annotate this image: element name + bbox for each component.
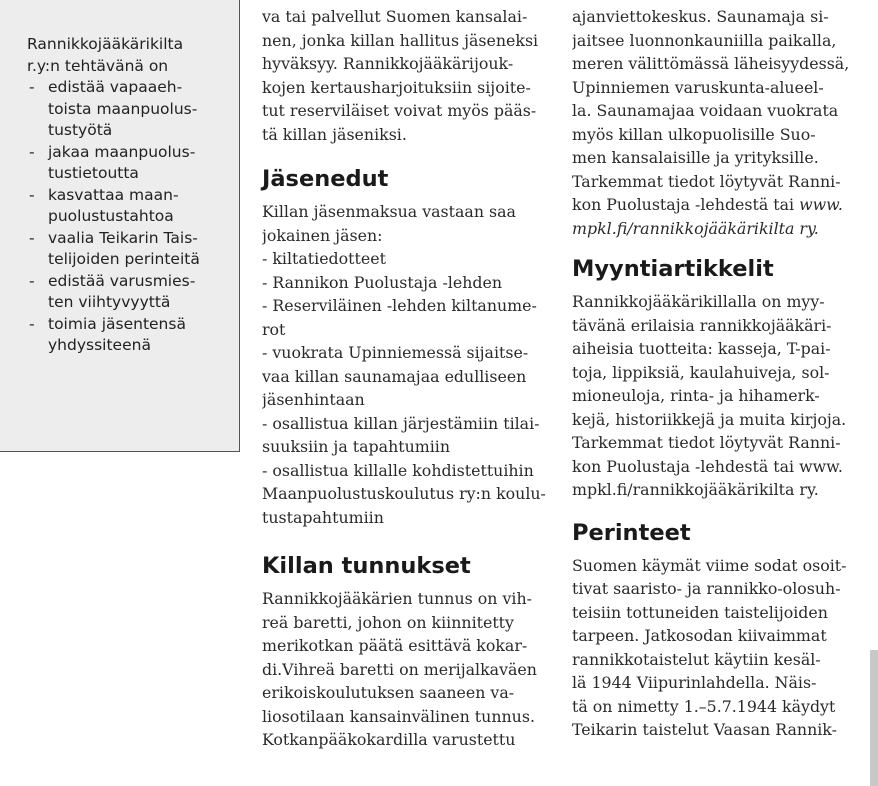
page-edge-shadow (870, 650, 878, 786)
body-text-line: va tai palvellut Suomen kansalai- (262, 7, 528, 26)
list-item-line: puolustustahtoa (48, 207, 174, 225)
body-text-line: Tarkemmat tiedot löytyvät Ranni- (572, 171, 841, 191)
body-text-line: mpkl.fi/rannikkojääkärikilta ry. (572, 480, 819, 499)
list-item-line: tustyötä (48, 121, 113, 139)
body-text-line: kon Puolustaja -lehdestä tai www. (572, 456, 843, 476)
section-heading-perinteet: Perinteet (572, 519, 691, 546)
body-text-line: - vuokrata Upinniemessä sijaitse- (262, 343, 529, 362)
list-item-line: - vaalia Teikarin Tais- (48, 228, 198, 247)
body-text-line: rot (262, 319, 286, 339)
article-column-middle (262, 0, 550, 752)
body-text-line (572, 217, 860, 241)
sidebar-box (0, 0, 240, 452)
body-text-line: tävänä erilaisia rannikkojääkäri- (572, 315, 832, 335)
section-heading-myyntiartikkelit: Myyntiartikkelit (572, 256, 774, 282)
sidebar-intro (27, 34, 183, 77)
body-text-line: tä killan jäseniksi. (262, 124, 407, 144)
body-text-line: kojen kertausharjoituksiin sijoite- (262, 77, 531, 97)
body-text-line: ajanviettokeskus. Saunamaja si- (572, 7, 829, 26)
body-text-line: Teikarin taistelut Vaasan Rannik- (572, 720, 837, 739)
body-text-line: - kiltatiedotteet (262, 249, 386, 268)
body-text-line: erikoiskoulutuksen saaneen va- (262, 683, 515, 702)
body-text-line: vaa killan saunamajaa edulliseen (262, 366, 527, 386)
section-heading-jasenedut: Jäsenedut (262, 166, 389, 192)
body-text-line: - Rannikon Puolustaja -lehden (262, 272, 503, 292)
body-text-line: jokainen jäsen: (262, 225, 383, 245)
list-item-line: telijoiden perinteitä (48, 250, 200, 268)
list-item-line: - toimia jäsentensä (48, 314, 186, 333)
sidebar-intro-line: r.y:n tehtävänä on (27, 56, 169, 75)
body-text-line: Tarkemmat tiedot löytyvät Ranni- (572, 433, 841, 452)
body-text-line: jäsenhintaan (262, 390, 365, 409)
body-text-line: reä baretti, johon on kiinnitetty (262, 612, 514, 632)
list-item (27, 142, 200, 185)
body-text-line: Maanpuolustuskoulutus ry:n koulu- (262, 484, 546, 503)
body-text-line: men kansalaisille ja yrityksille. (572, 148, 819, 167)
body-text-line: suuksiin ja tapahtumiin (262, 437, 451, 456)
list-item-line: toista maanpuolus- (48, 99, 198, 118)
body-text-line: tivat saaristo- ja rannikko-olosuh- (572, 579, 841, 598)
list-item (27, 228, 200, 271)
list-item-line: - jakaa maanpuolus- (48, 142, 196, 161)
list-item-line: - kasvattaa maan- (48, 185, 179, 204)
body-text-line: hyväksyy. Rannikkojääkärijouk- (262, 54, 514, 73)
list-item (27, 77, 200, 142)
body-text-line: liosotilaan kansainvälinen tunnus. (262, 706, 535, 726)
body-text-line: Rannikkojääkärikillalla on myy- (572, 292, 825, 311)
list-item-line: yhdyssiteenä (48, 336, 151, 354)
article-column-right (572, 0, 860, 742)
body-text-line: Rannikkojääkärien tunnus on vih- (262, 589, 532, 608)
body-text-line: Upinniemen varuskunta-alueel- (572, 77, 824, 97)
body-text-line: toja, lippiksiä, kaulahuiveja, sol- (572, 362, 830, 382)
list-item-line: tustietoutta (48, 164, 139, 182)
body-text-line: aiheisia tuotteita: kasseja, T-pai- (572, 339, 831, 358)
sidebar-intro-line: Rannikkojääkärikilta (27, 35, 184, 53)
body-text-line: - osallistua killan järjestämiin tilai- (262, 413, 540, 433)
body-text-line: myös killan ulkopuolisille Suo- (572, 124, 816, 144)
website-link-text: www. (799, 195, 843, 214)
body-text-line: la. Saunamajaa voidaan vuokrata (572, 101, 839, 120)
list-item-line: - edistää varusmies- (48, 271, 196, 290)
body-text-line: Killan jäsenmaksua vastaan saa (262, 202, 516, 221)
body-text-line: meren välittömässä läheisyydessä, (572, 54, 850, 73)
website-link-text: mpkl.fi/rannikkojääkärikilta ry. (572, 218, 819, 238)
body-text-line: teisiin tottuneiden taistelijoiden (572, 602, 828, 622)
body-text-line: tustapahtumiin (262, 507, 384, 527)
body-text-line: lä 1944 Viipurinlahdella. Näis- (572, 673, 817, 692)
body-text-line: jaitsee luonnonkauniilla paikalla, (572, 30, 837, 50)
body-text-line: merikotkan päätä esittävä kokar- (262, 636, 528, 655)
body-text-fragment: kon Puolustaja -lehdestä tai (572, 195, 800, 214)
list-item (27, 314, 200, 357)
body-text-line: tarpeen. Jatkosodan kiivaimmat (572, 626, 827, 645)
list-item (27, 185, 200, 228)
sidebar-task-list (27, 77, 200, 357)
body-text-line: rannikkotaistelut käytiin kesäl- (572, 649, 821, 669)
list-item-line: - edistää vapaaeh- (48, 78, 183, 96)
body-text-line: di.Vihreä baretti on merijalkaväen (262, 659, 537, 679)
body-text-line: Suomen käymät viime sodat osoit- (572, 555, 847, 575)
body-text-line: tä on nimetty 1.–5.7.1944 käydyt (572, 696, 836, 716)
body-text-line: - Reserviläinen -lehden kiltanume- (262, 296, 537, 315)
body-text-line: - osallistua killalle kohdistettuihin (262, 460, 534, 480)
body-text-line: tut reserviläiset voivat myös pääs- (262, 101, 537, 120)
list-item (27, 271, 200, 314)
body-text-line: mioneuloja, rinta- ja hihamerk- (572, 386, 820, 405)
section-heading-killan-tunnukset: Killan tunnukset (262, 553, 471, 579)
body-text-line: nen, jonka killan hallitus jäseneksi (262, 30, 539, 50)
body-text-line: kejä, historiikkejä ja muita kirjoja. (572, 409, 847, 429)
body-text-line (572, 193, 860, 217)
body-text-line: Kotkanpääkokardilla varustettu (262, 730, 516, 749)
list-item-line: ten viihtyvyyttä (48, 293, 171, 311)
